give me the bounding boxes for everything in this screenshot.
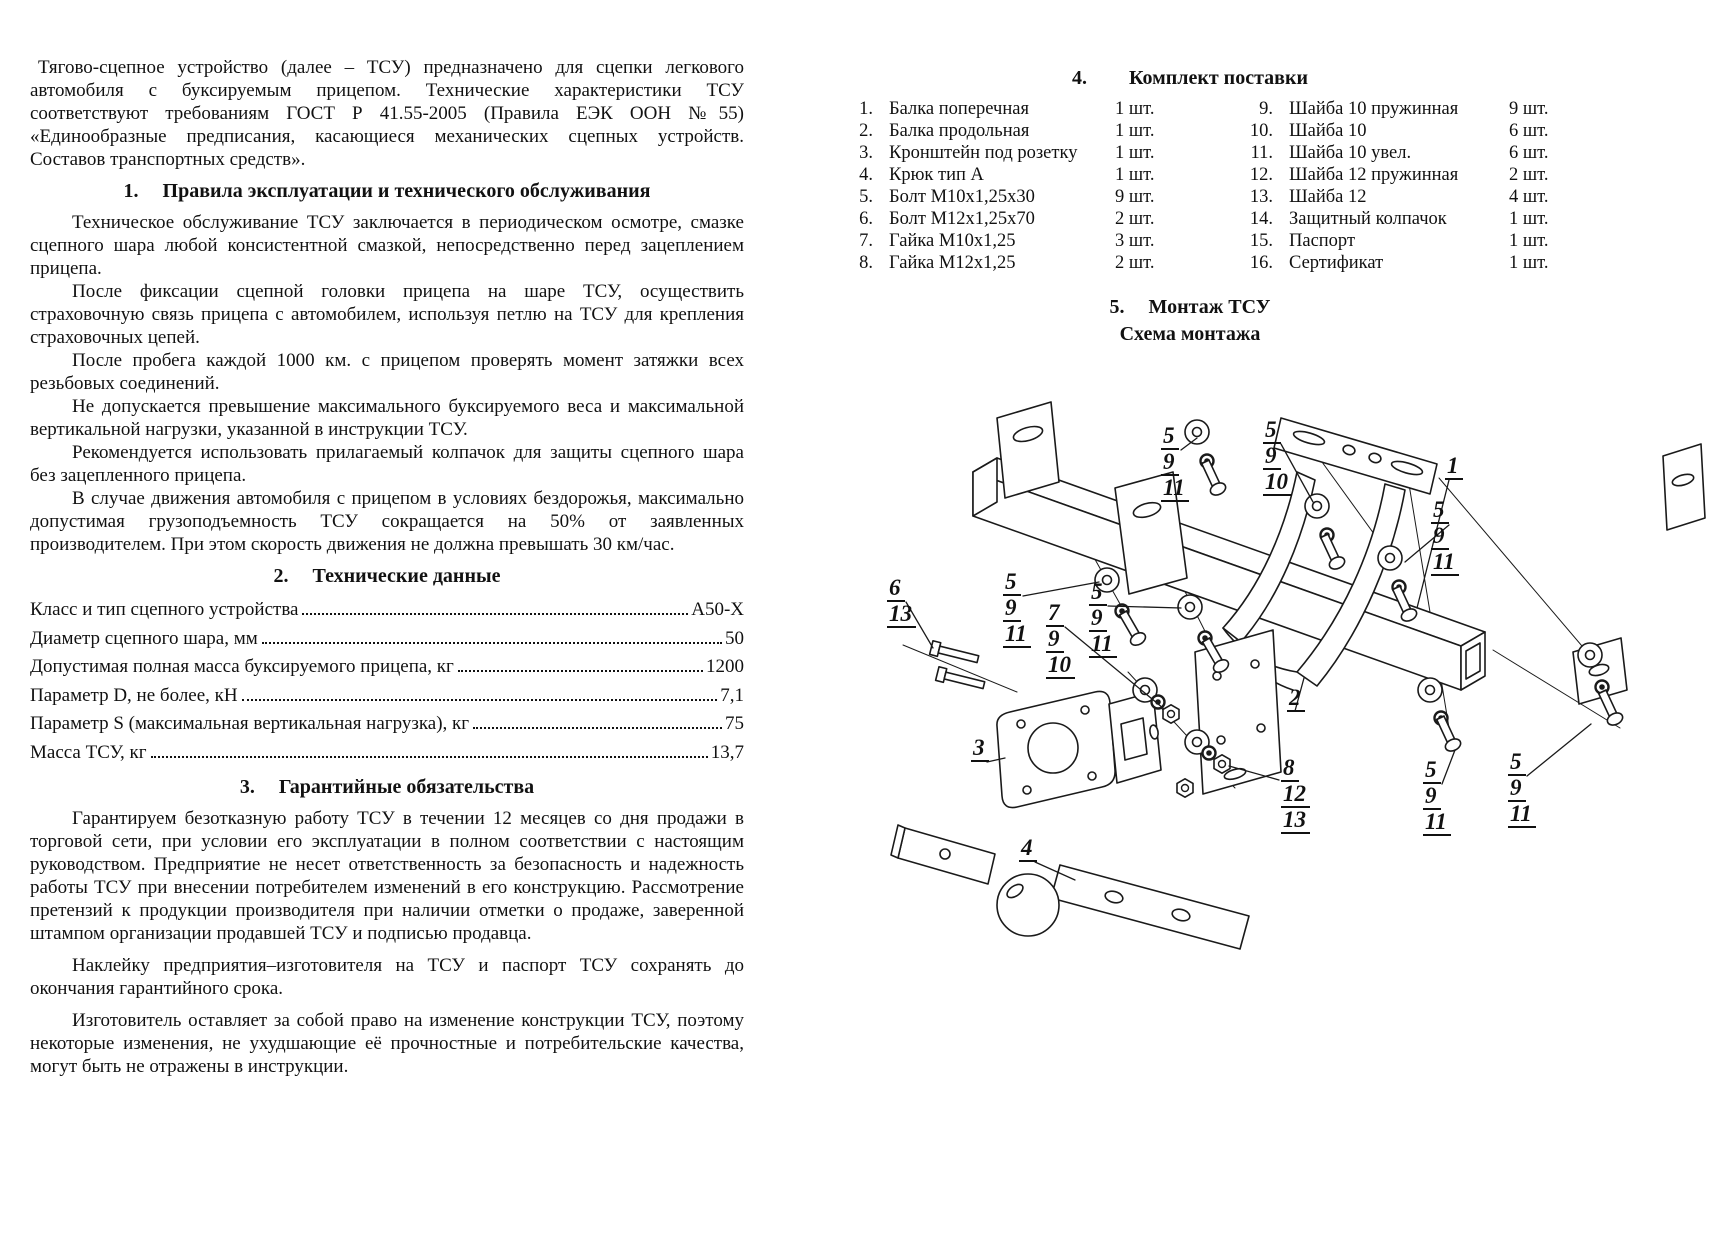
paragraph: Гарантируем безотказную работу ТСУ в течении 12 месяцев со дня продажи в торговой сети, при условии его эксплуатации в полном соответствии с настоящим руководством. Предприятие не несет ответственность за безопасность и надежность работы ТСУ при внесении потребителем изменений в его конструкцию. Рассмотрение претензий к продукции производителя при наличии отметки о продаже, заверенной штампом организации продавшей ТСУ и подписью продавца. xyxy=(30,808,744,944)
section5-heading xyxy=(845,296,1535,319)
kit-item-name: Гайка М10х1,25 xyxy=(889,231,1016,251)
kit-table-right xyxy=(1239,98,1567,274)
callout-number: 4 xyxy=(1019,836,1037,862)
dot-leader xyxy=(262,642,722,644)
kit-item-row xyxy=(845,208,1177,230)
callout-number: 12 xyxy=(1281,782,1310,808)
section4-heading xyxy=(845,67,1535,90)
callout-number: 9 xyxy=(1089,606,1107,632)
paragraph: В случае движения автомобиля с прицепом в условиях бездорожья, максимально допустимая грузоподъемность ТСУ сокращается на 50% от заявленных производителем. При этом скорость движения не должна превышать 30 км/час. xyxy=(30,488,744,555)
section4-number: 4. xyxy=(1071,67,1087,89)
callout-layer xyxy=(845,360,1707,962)
kit-item-number: 1. xyxy=(859,99,873,119)
callout-number: 5 xyxy=(1003,570,1021,596)
assembly-diagram xyxy=(845,360,1707,962)
callout-number: 9 xyxy=(1003,596,1021,622)
kit-item-row xyxy=(1239,252,1567,274)
callout-number: 13 xyxy=(887,602,916,628)
kit-item-number: 9. xyxy=(1259,99,1273,119)
kit-item-number: 13. xyxy=(1249,187,1273,207)
callout-number: 5 xyxy=(1263,418,1281,444)
diagram-callout xyxy=(1508,750,1536,828)
section3-number: 3. xyxy=(239,776,255,798)
paragraph: После пробега каждой 1000 км. с прицепом проверять момент затяжки всех резьбовых соединений. xyxy=(30,350,744,394)
kit-item-row xyxy=(1239,186,1567,208)
kit-item-number: 12. xyxy=(1249,165,1273,185)
kit-item-name: Шайба 12 пружинная xyxy=(1289,165,1459,185)
kit-item-row xyxy=(1239,164,1567,186)
callout-number: 3 xyxy=(971,736,989,762)
callout-number: 7 xyxy=(1046,601,1064,627)
spec-label: Параметр S (максимальная вертикальная нагрузка), кг xyxy=(30,713,470,734)
kit-item-name: Шайба 10 увел. xyxy=(1289,143,1412,163)
kit-item-qty: 3 шт. xyxy=(1115,231,1155,251)
diagram-callout xyxy=(1445,454,1463,480)
diagram-callout xyxy=(1263,418,1292,496)
dot-leader xyxy=(242,699,718,701)
kit-item-number: 16. xyxy=(1249,253,1273,273)
kit-table-left xyxy=(845,98,1177,274)
kit-item-name: Шайба 12 xyxy=(1289,187,1367,207)
dot-leader xyxy=(302,613,688,615)
intro-paragraph: Тягово-сцепное устройство (далее – ТСУ) предназначено для сцепки легкового автомобиля с буксируемым прицепом. Технические характеристики ТСУ соответствуют требованиям ГОСТ Р 41.55-2005 (Правила ЕЭК ООН №55) «Единообразные предписания, касающиеся механических сцепных устройств. Составов транспортных средств». xyxy=(30,57,744,170)
callout-number: 11 xyxy=(1089,632,1117,658)
callout-number: 2 xyxy=(1287,686,1305,712)
kit-item-qty: 9 шт. xyxy=(1115,187,1155,207)
callout-number: 9 xyxy=(1263,444,1281,470)
spec-row xyxy=(30,739,744,768)
paragraph: После фиксации сцепной головки прицепа на шаре ТСУ, осуществить страховочную связь прицепа с автомобилем, используя петлю на ТСУ для крепления страховочных цепей. xyxy=(30,281,744,348)
kit-item-qty: 1 шт. xyxy=(1115,165,1155,185)
kit-item-qty: 1 шт. xyxy=(1115,121,1155,141)
kit-item-qty: 2 шт. xyxy=(1115,253,1155,273)
kit-item-number: 8. xyxy=(859,253,873,273)
section1-body xyxy=(30,211,744,556)
section5-title: Монтаж ТСУ xyxy=(1148,296,1271,318)
kit-item-number: 6. xyxy=(859,209,873,229)
kit-item-number: 10. xyxy=(1249,121,1273,141)
kit-item-qty: 2 шт. xyxy=(1115,209,1155,229)
spec-label: Масса ТСУ, кг xyxy=(30,741,147,763)
diagram-callout xyxy=(1431,498,1459,576)
kit-item-qty: 2 шт. xyxy=(1509,165,1549,185)
callout-number: 11 xyxy=(1003,622,1031,648)
kit-item-row xyxy=(1239,142,1567,164)
spec-value: 1200 xyxy=(706,656,744,677)
callout-number: 9 xyxy=(1046,627,1064,653)
kit-item-name: Шайба 10 xyxy=(1289,121,1367,141)
dot-leader xyxy=(473,727,722,729)
section1-number: 1. xyxy=(123,180,139,202)
kit-item-qty: 1 шт. xyxy=(1509,253,1549,273)
callout-number: 6 xyxy=(887,576,905,602)
section2-heading xyxy=(30,565,744,588)
kit-item-number: 14. xyxy=(1249,209,1273,229)
paragraph: Не допускается превышение максимального буксируемого веса и максимальной вертикальной нагрузки, указанной в инструкции ТСУ. xyxy=(30,396,744,440)
callout-number: 11 xyxy=(1508,802,1536,828)
callout-number: 5 xyxy=(1508,750,1526,776)
kit-item-row xyxy=(845,252,1177,274)
spec-row xyxy=(30,653,744,682)
kit-item-name: Кронштейн под розетку xyxy=(889,143,1078,163)
kit-item-qty: 1 шт. xyxy=(1509,231,1549,251)
kit-item-qty: 1 шт. xyxy=(1115,99,1155,119)
section1-title: Правила эксплуатации и технического обслуживания xyxy=(162,180,651,202)
section3-heading xyxy=(30,776,744,799)
paragraph: Рекомендуется использовать прилагаемый колпачок для защиты сцепного шара без зацепленного прицепа. xyxy=(30,442,744,486)
section3-body xyxy=(30,807,744,1078)
kit-table xyxy=(845,98,1549,274)
kit-item-row xyxy=(1239,230,1567,252)
kit-item-row xyxy=(845,164,1177,186)
spec-label: Диаметр сцепного шара, мм xyxy=(30,627,258,649)
kit-item-number: 5. xyxy=(859,187,873,207)
diagram-callout xyxy=(1019,836,1037,862)
kit-item-qty: 4 шт. xyxy=(1509,187,1549,207)
spec-row xyxy=(30,682,744,711)
kit-item-qty: 1 шт. xyxy=(1115,143,1155,163)
kit-item-name: Болт М10х1,25х30 xyxy=(889,187,1035,207)
callout-number: 5 xyxy=(1423,758,1441,784)
left-column xyxy=(30,56,744,1087)
spec-label: Класс и тип сцепного устройства xyxy=(30,599,299,620)
diagram-callout xyxy=(1287,686,1305,712)
callout-number: 11 xyxy=(1161,476,1189,502)
kit-item-name: Балка поперечная xyxy=(889,99,1029,119)
kit-item-qty: 6 шт. xyxy=(1509,121,1549,141)
kit-item-number: 2. xyxy=(859,121,873,141)
callout-number: 9 xyxy=(1431,524,1449,550)
kit-item-row xyxy=(845,186,1177,208)
kit-item-name: Болт М12х1,25х70 xyxy=(889,209,1035,229)
dot-leader xyxy=(458,670,703,672)
spec-row xyxy=(30,710,744,739)
section5-number: 5. xyxy=(1109,296,1125,318)
kit-item-row xyxy=(845,98,1177,120)
diagram-callout xyxy=(887,576,916,628)
callout-number: 10 xyxy=(1263,470,1292,496)
spec-value: А50-Х xyxy=(691,599,744,620)
kit-item-qty: 9 шт. xyxy=(1509,99,1549,119)
diagram-callout xyxy=(1046,601,1075,679)
callout-number: 9 xyxy=(1161,450,1179,476)
kit-item-name: Сертификат xyxy=(1289,253,1384,273)
kit-item-number: 11. xyxy=(1250,143,1273,163)
callout-number: 10 xyxy=(1046,653,1075,679)
spec-value: 13,7 xyxy=(710,741,744,763)
kit-item-qty: 6 шт. xyxy=(1509,143,1549,163)
section4-title: Комплект поставки xyxy=(1128,67,1309,89)
kit-item-row xyxy=(1239,208,1567,230)
callout-number: 9 xyxy=(1423,784,1441,810)
kit-item-qty: 1 шт. xyxy=(1509,209,1549,229)
kit-item-name: Паспорт xyxy=(1289,231,1356,251)
kit-block xyxy=(845,67,1549,346)
kit-item-name: Гайка М12х1,25 xyxy=(889,253,1016,273)
diagram-callout xyxy=(1161,424,1189,502)
spec-label: Допустимая полная масса буксируемого прицепа, кг xyxy=(30,656,454,677)
kit-item-row xyxy=(845,142,1177,164)
spec-row xyxy=(30,596,744,625)
technical-specs-list xyxy=(30,596,744,767)
paragraph: Изготовитель оставляет за собой право на изменение конструкции ТСУ, поэтому некоторые изменения, не ухудшающие её прочностные и потребительские качества, могут быть не отражены в инструкции. xyxy=(30,1010,744,1077)
kit-item-number: 15. xyxy=(1249,231,1273,251)
section1-heading xyxy=(30,180,744,203)
callout-number: 5 xyxy=(1089,580,1107,606)
kit-item-row xyxy=(1239,98,1567,120)
diagram-callout xyxy=(1423,758,1451,836)
kit-item-name: Шайба 10 пружинная xyxy=(1289,99,1459,119)
callout-number: 9 xyxy=(1508,776,1526,802)
spec-value: 50 xyxy=(725,627,744,649)
kit-item-number: 4. xyxy=(859,165,873,185)
paragraph: Техническое обслуживание ТСУ заключается в периодическом осмотре, смазке сцепного шара любой консистентной смазкой, непосредственно перед зацеплением прицепа. xyxy=(30,212,744,279)
paragraph: Наклейку предприятия–изготовителя на ТСУ и паспорт ТСУ сохранять до окончания гарантийного срока. xyxy=(30,955,744,999)
section2-title: Технические данные xyxy=(312,565,501,587)
kit-item-row xyxy=(1239,120,1567,142)
callout-number: 1 xyxy=(1445,454,1463,480)
kit-item-name: Защитный колпачок xyxy=(1289,209,1447,229)
spec-row xyxy=(30,625,744,654)
callout-number: 11 xyxy=(1423,810,1451,836)
diagram-callout xyxy=(971,736,989,762)
spec-value: 75 xyxy=(725,713,744,734)
kit-item-name: Балка продольная xyxy=(889,121,1030,141)
spec-label: Параметр D, не более, кН xyxy=(30,684,238,706)
callout-number: 5 xyxy=(1431,498,1449,524)
spec-value: 7,1 xyxy=(720,684,744,706)
callout-number: 13 xyxy=(1281,808,1310,834)
diagram-callout xyxy=(1281,756,1310,834)
right-column xyxy=(845,58,1711,962)
kit-item-number: 3. xyxy=(859,143,873,163)
dot-leader xyxy=(151,756,708,758)
section3-title: Гарантийные обязательства xyxy=(278,776,535,798)
callout-number: 5 xyxy=(1161,424,1179,450)
section2-number: 2. xyxy=(273,565,289,587)
diagram-subtitle: Схема монтажа xyxy=(1119,323,1261,345)
kit-item-row xyxy=(845,230,1177,252)
callout-number: 8 xyxy=(1281,756,1299,782)
diagram-callout xyxy=(1003,570,1031,648)
callout-number: 11 xyxy=(1431,550,1459,576)
diagram-callout xyxy=(1089,580,1117,658)
kit-item-row xyxy=(845,120,1177,142)
kit-item-number: 7. xyxy=(859,231,873,251)
section5-block xyxy=(845,296,1535,346)
kit-item-name: Крюк тип А xyxy=(889,165,984,185)
